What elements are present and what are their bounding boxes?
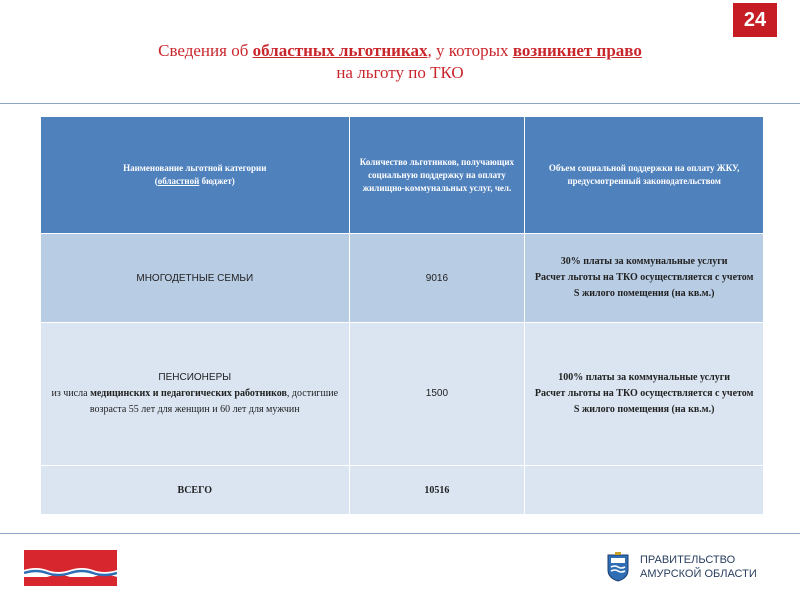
row2-count: 1500	[349, 323, 525, 466]
row1-support	[525, 234, 764, 323]
row1-category: МНОГОДЕТНЫЕ СЕМЬИ	[41, 234, 350, 323]
row2-support-line1: 100% платы за коммунальные услуги	[558, 372, 730, 383]
benefits-table	[40, 116, 764, 515]
total-label: ВСЕГО	[41, 466, 350, 515]
row1-count: 9016	[349, 234, 525, 323]
row2-support	[525, 323, 764, 466]
total-value: 10516	[349, 466, 525, 515]
title-part2: областных льготниках	[252, 41, 428, 60]
header-support-text: Объем социальной поддержки на оплату ЖКУ, предусмотренный законодательством	[548, 163, 740, 186]
title-part3: , у которых	[427, 41, 513, 60]
row1-support-line2: Расчет льготы на ТКО осуществляется с учетом S жилого помещения (на кв.м.)	[534, 272, 754, 299]
row2-category-pre: из числа	[51, 388, 91, 399]
top-divider	[0, 103, 800, 104]
row1-support-line1: 30% платы за коммунальные услуги	[560, 256, 728, 267]
title-part4: возникнет право	[512, 41, 642, 60]
header-category	[41, 117, 350, 234]
total-empty-cell	[525, 466, 764, 515]
header-support	[525, 117, 764, 234]
government-label	[640, 553, 757, 581]
header-category-rest: бюджет)	[199, 176, 235, 186]
table-row	[41, 323, 764, 466]
row2-support-line2: Расчет льготы на ТКО осуществляется с учетом S жилого помещения (на кв.м.)	[534, 388, 754, 415]
title-line2: на льготу по ТКО	[336, 63, 464, 82]
header-category-open: (	[154, 176, 158, 186]
amur-flag-icon	[24, 550, 117, 586]
page-number-badge: 24	[733, 3, 777, 37]
title-part1: Сведения об	[158, 41, 253, 60]
page-title	[60, 40, 740, 84]
header-count	[349, 117, 525, 234]
table-header-row	[41, 117, 764, 234]
header-category-line1: Наименование льготной категории	[123, 163, 267, 173]
header-category-underline: областной	[157, 176, 200, 186]
row2-category-line1: ПЕНСИОНЕРЫ	[158, 372, 232, 383]
table-row	[41, 234, 764, 323]
row2-category	[41, 323, 350, 466]
government-line2: АМУРСКОЙ ОБЛАСТИ	[640, 568, 757, 580]
header-count-text: Количество льготников, получающих социальную поддержку на оплату жилищно-коммунальных услуг, чел.	[359, 156, 515, 193]
amur-emblem-icon	[605, 552, 631, 582]
bottom-divider	[0, 533, 800, 534]
row2-category-post: , достигшие возраста 55 лет для женщин и 60 лет для мужчин	[89, 388, 339, 415]
row2-category-bold: медицинских и педагогических работников	[90, 388, 287, 399]
table-total-row	[41, 466, 764, 515]
government-line1: ПРАВИТЕЛЬСТВО	[640, 554, 736, 566]
